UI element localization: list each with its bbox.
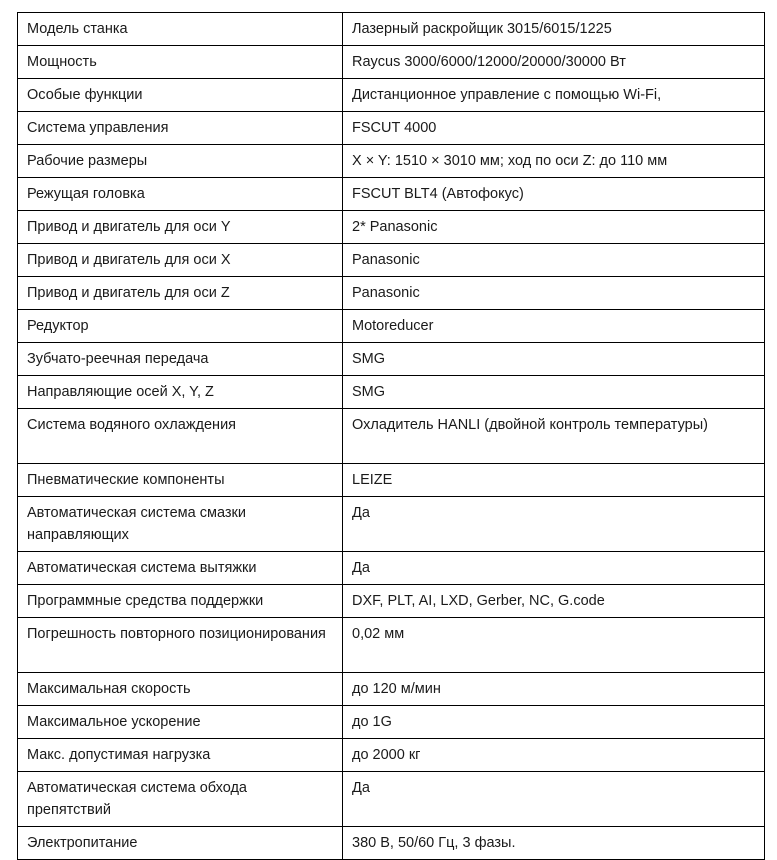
spec-value: 0,02 мм: [343, 618, 765, 673]
spec-value: Raycus 3000/6000/12000/20000/30000 Вт: [343, 46, 765, 79]
spec-name: Электропитание: [18, 827, 343, 860]
spec-name: Макс. допустимая нагрузка: [18, 739, 343, 772]
spec-value: FSCUT BLT4 (Автофокус): [343, 178, 765, 211]
spec-name: Модель станка: [18, 13, 343, 46]
table-row: [18, 46, 765, 79]
table-row: [18, 585, 765, 618]
table-row: [18, 409, 765, 464]
table-row: [18, 277, 765, 310]
spec-name: Программные средства поддержки: [18, 585, 343, 618]
table-row: [18, 244, 765, 277]
table-row: [18, 310, 765, 343]
table-row: [18, 112, 765, 145]
spec-value: Motoreducer: [343, 310, 765, 343]
spec-name: Рабочие размеры: [18, 145, 343, 178]
spec-name: Система водяного охлаждения: [18, 409, 343, 464]
spec-value: Охладитель HANLI (двойной контроль температуры): [343, 409, 765, 464]
spec-name: Автоматическая система смазки направляющих: [18, 497, 343, 552]
spec-value: SMG: [343, 343, 765, 376]
spec-name: Максимальная скорость: [18, 673, 343, 706]
table-row: [18, 343, 765, 376]
spec-value: Дистанционное управление с помощью Wi-Fi,: [343, 79, 765, 112]
spec-value: Panasonic: [343, 244, 765, 277]
spec-value: до 1G: [343, 706, 765, 739]
spec-name: Особые функции: [18, 79, 343, 112]
table-row: [18, 772, 765, 827]
spec-value: Да: [343, 497, 765, 552]
spec-name: Режущая головка: [18, 178, 343, 211]
spec-value: до 120 м/мин: [343, 673, 765, 706]
table-row: [18, 618, 765, 673]
spec-name: Система управления: [18, 112, 343, 145]
spec-value: LEIZE: [343, 464, 765, 497]
spec-value: X × Y: 1510 × 3010 мм; ход по оси Z: до 110 мм: [343, 145, 765, 178]
spec-name: Автоматическая система вытяжки: [18, 552, 343, 585]
spec-value: DXF, PLT, AI, LXD, Gerber, NC, G.code: [343, 585, 765, 618]
spec-value: до 2000 кг: [343, 739, 765, 772]
table-row: [18, 497, 765, 552]
spec-name: Привод и двигатель для оси Y: [18, 211, 343, 244]
specifications-table: [17, 12, 765, 860]
spec-name: Редуктор: [18, 310, 343, 343]
table-row: [18, 464, 765, 497]
spec-name: Погрешность повторного позиционирования: [18, 618, 343, 673]
spec-value: Да: [343, 772, 765, 827]
spec-name: Автоматическая система обхода препятствий: [18, 772, 343, 827]
spec-name: Максимальное ускорение: [18, 706, 343, 739]
table-row: [18, 739, 765, 772]
spec-name: Привод и двигатель для оси Z: [18, 277, 343, 310]
spec-name: Привод и двигатель для оси X: [18, 244, 343, 277]
table-row: [18, 178, 765, 211]
table-row: [18, 211, 765, 244]
table-row: [18, 827, 765, 860]
spec-name: Направляющие осей X, Y, Z: [18, 376, 343, 409]
spec-name: Мощность: [18, 46, 343, 79]
table-row: [18, 145, 765, 178]
spec-value: Да: [343, 552, 765, 585]
table-row: [18, 552, 765, 585]
spec-value: FSCUT 4000: [343, 112, 765, 145]
spec-value: 2* Panasonic: [343, 211, 765, 244]
table-row: [18, 79, 765, 112]
table-row: [18, 376, 765, 409]
spec-name: Пневматические компоненты: [18, 464, 343, 497]
table-row: [18, 673, 765, 706]
spec-value: SMG: [343, 376, 765, 409]
spec-name: Зубчато-реечная передача: [18, 343, 343, 376]
table-row: [18, 706, 765, 739]
spec-value: Panasonic: [343, 277, 765, 310]
spec-value: Лазерный раскройщик 3015/6015/1225: [343, 13, 765, 46]
spec-value: 380 В, 50/60 Гц, 3 фазы.: [343, 827, 765, 860]
table-row: [18, 13, 765, 46]
